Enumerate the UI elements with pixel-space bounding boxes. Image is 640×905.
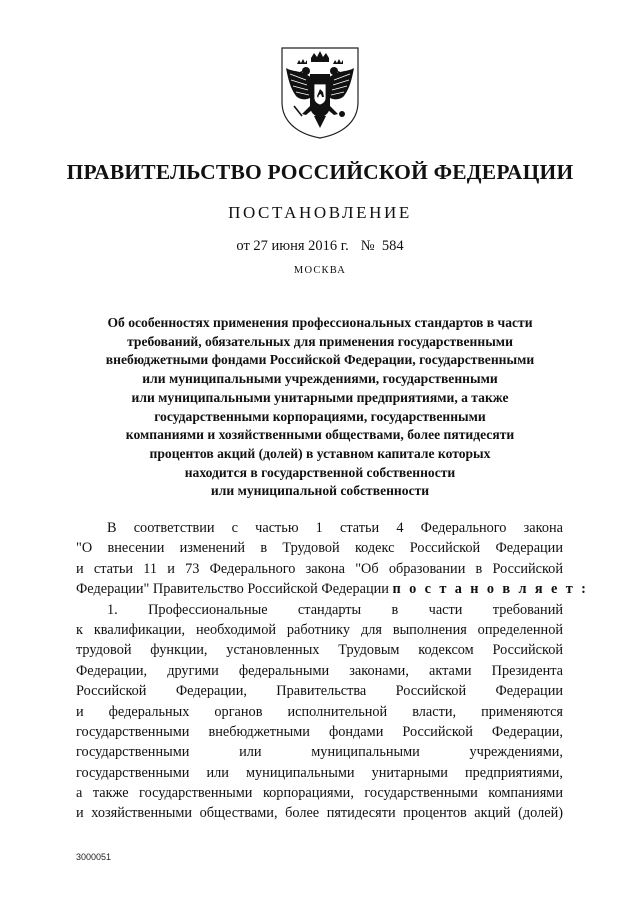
preamble-last-text: Федерации" Правительство Российской Федерации (76, 581, 389, 598)
preamble-line: "О внесении изменений в Трудовой кодекс Российской Федерации (76, 540, 563, 557)
preamble-line (76, 579, 589, 599)
item-line: Российской Федерации, Правительства Российской Федерации (76, 683, 563, 700)
decree-number: 584 (381, 238, 404, 254)
russian-coat-of-arms-icon (272, 44, 368, 140)
government-title: ПРАВИТЕЛЬСТВО РОССИЙСКОЙ ФЕДЕРАЦИИ (66, 160, 574, 184)
item-line: государственными или муниципальными учреждениями, (76, 744, 563, 761)
document-body (76, 518, 589, 824)
item-line: государственными внебюджетными фондами Российской Федерации, (76, 723, 563, 740)
title-line: находится в государственной собственности (184, 464, 456, 480)
document-title (60, 314, 580, 501)
title-line: государственными корпорациями, государственными (154, 408, 486, 424)
resolves-word: п о с т а н о в л я е т : (392, 581, 589, 598)
title-line: требований, обязательных для применения государственными (127, 333, 513, 349)
title-line: или муниципальной собственности (210, 483, 430, 499)
item-line: 1. Профессиональные стандарты в части требований (107, 601, 563, 618)
decree-type-heading: ПОСТАНОВЛЕНИЕ (228, 203, 412, 222)
item-line: а также государственными корпорациями, государственными компаниями (76, 785, 563, 802)
decree-number-label: № (360, 238, 375, 254)
city-name: МОСКВА (293, 265, 347, 276)
item-line: трудовой функции, установленных Трудовым кодексом Российской (76, 642, 563, 659)
title-line: компаниями и хозяйственными обществами, более пятидесяти (125, 427, 515, 443)
decree-date-line (0, 238, 640, 255)
item-line: и хозяйственными обществами, более пятидесяти процентов акций (долей) (76, 805, 563, 822)
item-line: Федерации, другими федеральными законами, актами Президента (76, 662, 563, 679)
item-line: и федеральных органов исполнительной власти, применяются (76, 703, 563, 720)
title-line: процентов акций (долей) в уставном капитале которых (149, 445, 491, 461)
item-line: к квалификации, необходимой работнику для выполнения определенной (76, 621, 563, 638)
title-line: внебюджетными фондами Российской Федерации, государственными (105, 352, 535, 368)
preamble-line: В соответствии с частью 1 статьи 4 Федерального закона (107, 520, 563, 536)
document-code: 3000051 (76, 852, 112, 862)
preamble-line: и статьи 11 и 73 Федерального закона "Об образовании в Российской (76, 560, 563, 577)
title-line: или муниципальными унитарными предприятиями, а также (131, 389, 509, 405)
decree-date: от 27 июня 2016 г. (236, 238, 349, 254)
title-line: Об особенностях применения профессиональных стандартов в части (107, 315, 533, 330)
item-line: государственными или муниципальными унитарными предприятиями, (76, 764, 563, 781)
title-line: или муниципальными учреждениями, государственными (142, 371, 498, 387)
